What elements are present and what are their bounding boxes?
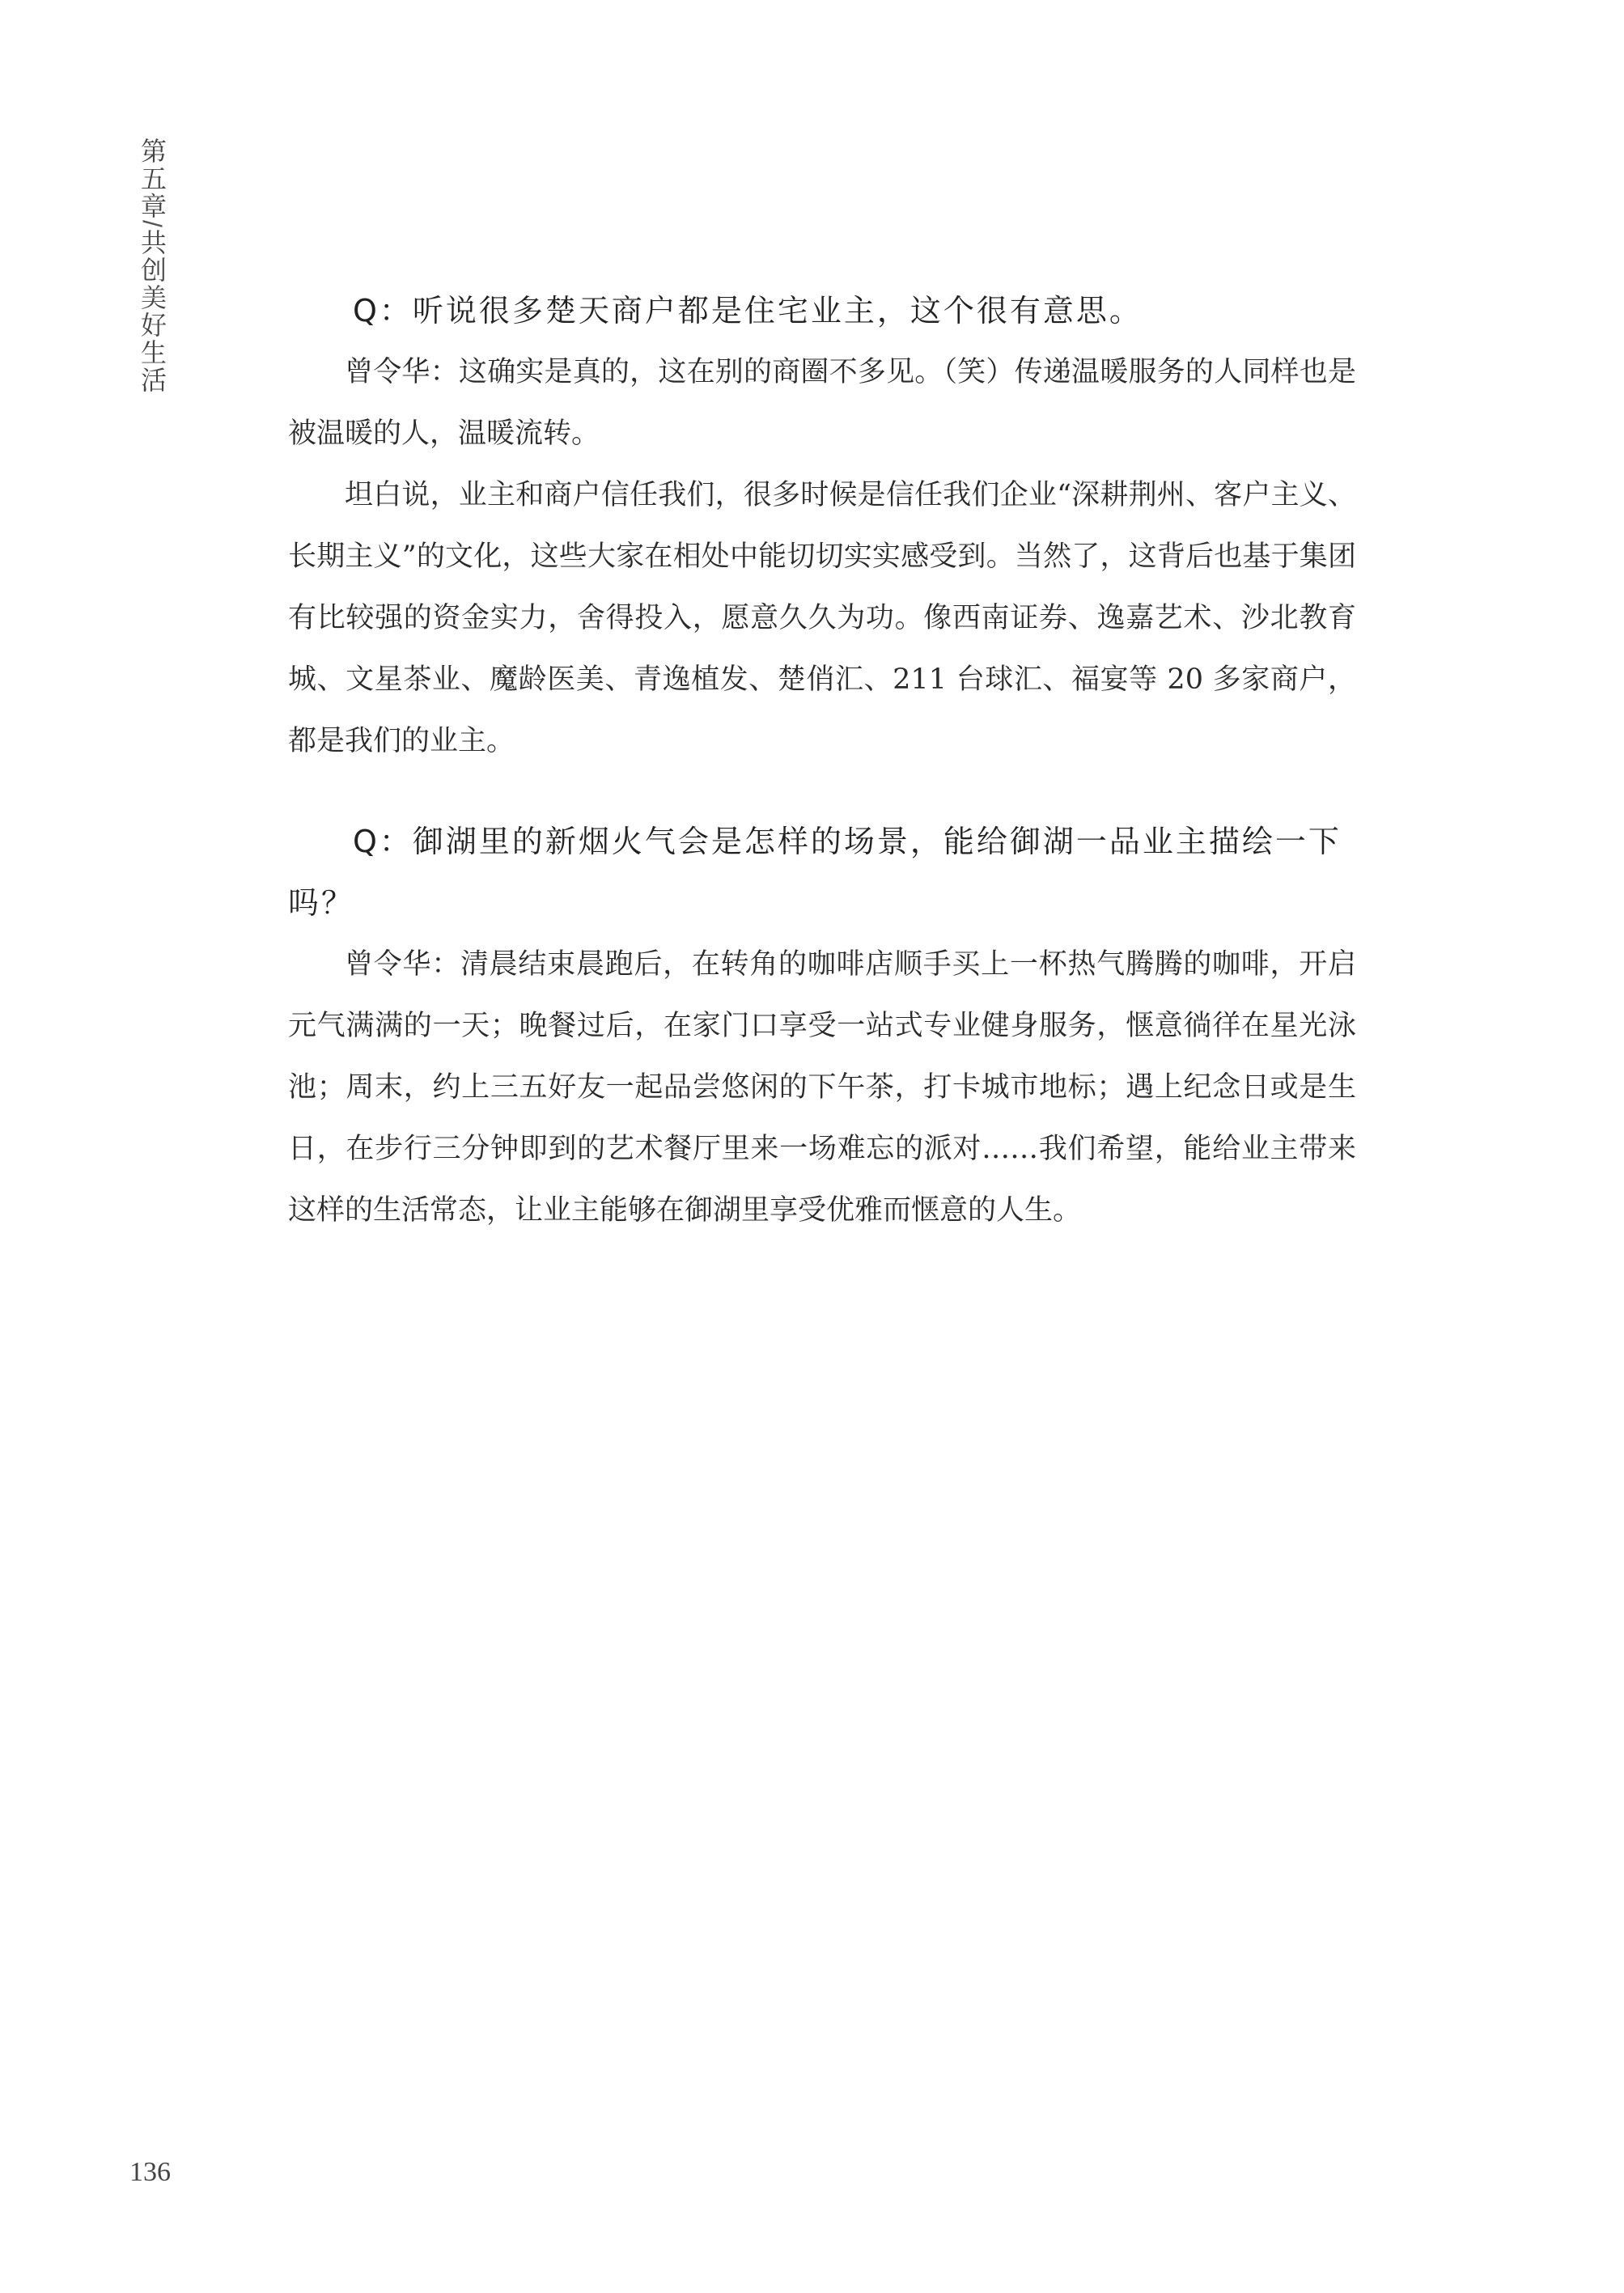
qa-section-1 — [288, 280, 1356, 772]
running-head-chapter: 第五章 — [137, 138, 167, 220]
answer-paragraph: 坦白说，业主和商户信任我们，很多时候是信任我们企业“深耕荆州、客户主义、长期主义”的文化，这些大家在相处中能切切实实感受到。当然了，这背后也基于集团有比较强的资金实力，舍得投入，愿意久久为功。像西南证券、逸嘉艺术、沙北教育城、文星茶业、魔龄医美、青逸植发、楚俏汇、211 台球汇、福宴等 20 多家商户，都是我们的业主。 — [288, 479, 1356, 757]
article-body — [288, 280, 1356, 1241]
section-gap — [288, 772, 1356, 811]
qa-section-2 — [288, 811, 1356, 1241]
question-2: Q：御湖里的新烟火气会是怎样的场景，能给御湖一品业主描绘一下吗？ — [288, 824, 1342, 921]
answer-paragraph: 曾令华：清晨结束晨跑后，在转角的咖啡店顺手买上一杯热气腾腾的咖啡，开启元气满满的一天；晚餐过后，在家门口享受一站式专业健身服务，惬意徜徉在星光泳池；周末，约上三五好友一起品尝悠闲的下午茶，打卡城市地标；遇上纪念日或是生日，在步行三分钟即到的艺术餐厅里来一场难忘的派对……我们希望，能给业主带来这样的生活常态，让业主能够在御湖里享受优雅而惬意的人生。 — [288, 948, 1356, 1227]
answer-paragraph: 曾令华：这确实是真的，这在别的商圈不多见。（笑）传递温暖服务的人同样也是被温暖的人，温暖流转。 — [288, 356, 1356, 450]
running-head — [128, 138, 176, 394]
question-1: Q：听说很多楚天商户都是住宅业主，这个很有意思。 — [353, 293, 1143, 328]
running-head-separator: / — [138, 220, 167, 229]
running-head-title: 共创美好生活 — [137, 228, 167, 394]
page-number: 136 — [129, 2157, 171, 2187]
